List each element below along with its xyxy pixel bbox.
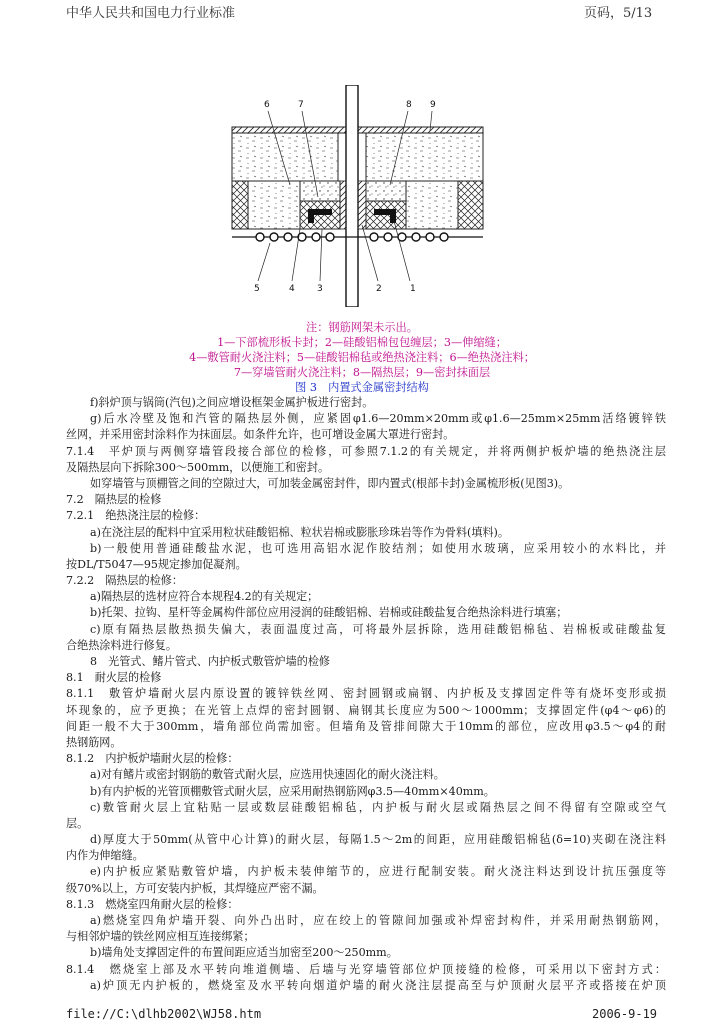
text-line: 级70%以上，方可安装内护板，其焊缝应严密不漏。: [66, 881, 324, 895]
text-line: b)托架、拉钩、星杆等金属构件部位应用浸润的硅酸铝棉、岩棉或硅酸盐复合绝热涂料进行填塞；: [90, 606, 568, 620]
text-line: g)后水冷壁及饱和汽管的隔热层外侧，应紧固φ1.6—20mm×20mm或φ1.6—25mm×25mm活络镀锌铁: [90, 412, 666, 426]
section-heading: 7.2.1 绝热浇注层的检修：: [66, 509, 206, 523]
section-heading: 8.1 耐火层的检修: [66, 671, 162, 685]
text-line: c)原有隔热层散热损失偏大，表面温度过高，可将最外层拆除，选用硅酸铝棉毡、岩棉板或硅酸盐复: [90, 622, 666, 636]
figure-label: 7: [298, 100, 304, 110]
text-line: 按DL/T5047—95规定掺加促凝剂。: [66, 557, 247, 571]
text-line: f)斜炉顶与锅筒(汽包)之间应增设框架金属护板进行密封。: [90, 396, 374, 409]
section-heading: 7.2 隔热层的检修: [66, 493, 162, 507]
figure-label: 4: [289, 284, 295, 294]
text-line: a)炉顶无内护板的，燃烧室及水平转向烟道炉墙的耐火浇注层提高至与炉顶耐火层平齐或搭接在炉顶: [90, 978, 666, 992]
header-title: 中华人民共和国电力行业标准: [66, 6, 236, 21]
text-line: 及隔热层向下拆除300～500mm，以便施工和密封。: [66, 460, 330, 474]
text-line: a)隔热层的选材应符合本规程4.2的有关规定；: [90, 590, 319, 604]
text-line: 7.1.4 平炉顶与两侧穿墙管段接合部位的检修，可参照7.1.2的有关规定，并将两侧护板炉墙的绝热浇注层: [66, 444, 666, 458]
text-line: d)厚度大于50mm(从管中心计算)的耐火层，每隔1.5～2m的间距，应用硅酸铝棉毡(δ=10)夹砌在浇注料: [90, 833, 666, 847]
page-number: 页码，5/13: [584, 6, 653, 21]
figure-label: 8: [406, 100, 412, 110]
chapter-heading: 8 光管式、鳍片管式、内护板式敷管炉墙的检修: [90, 655, 331, 668]
figure-label: 9: [430, 100, 436, 110]
figure-label: 1: [410, 284, 416, 294]
text-line: 坏现象的，应予更换；在光管上点焊的密封圆钢、扁钢其长度应为500～1000mm；支撑固定件(φ4～φ6)的: [66, 703, 666, 717]
sealing-structure-diagram: [230, 85, 485, 307]
figure-label: 3: [317, 284, 323, 294]
document-body: [66, 395, 666, 994]
figure-legend-line: 1—下部梳形板卡封；2—硅酸铝棉包包缠层；3—伸缩缝；: [217, 336, 507, 349]
text-line: a)对有鳍片或密封钢筋的敷管式耐火层，应选用快速固化的耐火浇注料。: [90, 768, 445, 782]
text-line: e)内护板应紧贴敷管炉墙，内护板未装伸缩节的，应进行配制安装。耐火浇注料达到设计抗压强度等: [90, 865, 666, 879]
text-line: a)在浇注层的配料中宜采用粒状硅酸铝棉、粒状岩棉或膨胀珍珠岩等作为骨料(填料)。: [90, 525, 509, 539]
figure-caption: 图 3 内置式金属密封结构: [295, 381, 429, 394]
text-line: b)墙角处支撑固定件的布置间距应适当加密至200～250mm。: [90, 946, 398, 960]
text-line: 层。: [66, 816, 89, 830]
figure-label: 6: [264, 100, 270, 110]
figure-label: 2: [376, 284, 382, 294]
figure-diagram: [230, 85, 485, 307]
text-line: 丝网，并采用密封涂料作为抹面层。如条件允许，也可增设金属大罩进行密封。: [66, 428, 455, 442]
text-line: a)燃烧室四角炉墙开裂、向外凸出时，应在绞上的管隙间加强或补焊密封构件，并采用耐热钢筋网，: [90, 914, 666, 927]
text-line: c)敷管耐火层上宜粘贴一层或数层硅酸铝棉毡，内护板与耐火层或隔热层之间不得留有空隙或空气: [90, 800, 666, 814]
text-line: 如穿墙管与顶棚管之间的空隙过大，可加装金属密封件，即内置式(根部卡封)金属梳形板(见图3)。: [90, 476, 570, 490]
figure-note: 注：钢筋网架未示出。: [306, 321, 418, 334]
text-line: 8.1.4 燃烧室上部及水平转向堆道侧墙、后墙与光穿墙管部位炉顶接缝的检修，可采用以下密封方式：: [66, 962, 666, 976]
text-line: 间距一般不大于300mm，墙角部位尚需加密。但墙角及管排间隙大于10mm的部位，应改用φ3.5～φ4的耐: [66, 719, 666, 733]
text-line: 热钢筋网。: [66, 735, 122, 749]
figure-legend-line: 4—敷管耐火浇注料；5—硅酸铝棉毡或绝热浇注料；6—绝热浇注料；: [189, 351, 535, 364]
text-line: b)有内护板的光管顶棚敷管式耐火层，应采用耐热钢筋网φ3.5—40mm×40mm。: [90, 784, 495, 798]
figure-label: 5: [254, 284, 260, 294]
section-heading: 7.2.2 隔热层的检修：: [66, 574, 183, 588]
section-heading: 8.1.3 燃烧室四角耐火层的检修：: [66, 897, 239, 911]
text-line: 合绝热涂料进行修复。: [66, 638, 177, 652]
figure-legend-line: 7—穿墙管耐火浇注料；8—隔热层；9—密封抹面层: [233, 366, 491, 379]
text-line: 内作为伸缩缝。: [66, 849, 144, 863]
text-line: b)一般使用普通硅酸盐水泥，也可选用高铝水泥作胶结剂；如使用水玻璃，应采用较小的水料比，并: [90, 541, 666, 555]
footer-date: 2006-9-19: [592, 1007, 658, 1021]
text-line: 与相邻炉墙的铁丝网应相互连接绑紧；: [66, 930, 255, 944]
section-heading: 8.1.2 内护板炉墙耐火层的检修：: [66, 752, 239, 766]
text-line: 8.1.1 敷管炉墙耐火层内原设置的镀锌铁丝网、密封圆钢或扁钢、内护板及支撑固定件等有烧坏变形或损: [66, 687, 666, 701]
footer-file-path: file://C:\dlhb2002\WJ58.htm: [66, 1007, 262, 1021]
